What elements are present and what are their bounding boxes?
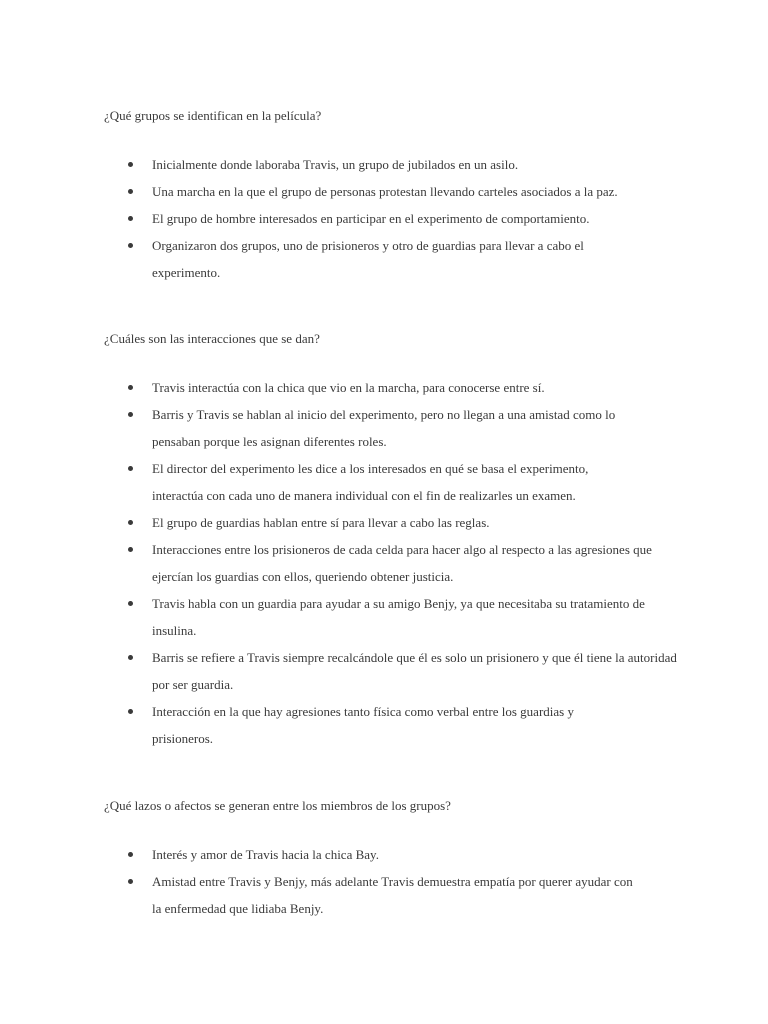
bullet-icon	[128, 601, 133, 606]
list-item-text: Organizaron dos grupos, uno de prisioneros y otro de guardias para llevar a cabo el experimento.	[152, 238, 584, 280]
list-item	[104, 178, 684, 205]
list-item-text: Amistad entre Travis y Benjy, más adelante Travis demuestra empatía por querer ayudar con la enfermedad que lidiaba Benjy.	[152, 874, 633, 916]
bullet-icon	[128, 852, 133, 857]
list-item	[104, 151, 684, 178]
list-item-text: Interacciones entre los prisioneros de cada celda para hacer algo al respecto a las agresiones que ejercían los guardias con ellos, queriendo obtener justicia.	[152, 542, 652, 584]
bullet-icon	[128, 162, 133, 167]
bullet-icon	[128, 520, 133, 525]
list-item	[104, 698, 684, 752]
list-item	[104, 590, 684, 644]
bullet-list	[104, 841, 684, 922]
bullet-icon	[128, 189, 133, 194]
bullet-icon	[128, 709, 133, 714]
bullet-icon	[128, 466, 133, 471]
section-groups	[104, 106, 684, 286]
list-item	[104, 205, 684, 232]
question-heading: ¿Qué lazos o afectos se generan entre los miembros de los grupos?	[104, 798, 451, 813]
bullet-icon	[128, 655, 133, 660]
list-item-text: Interacción en la que hay agresiones tanto física como verbal entre los guardias y prisioneros.	[152, 704, 574, 746]
list-item	[104, 401, 684, 455]
list-item-text: El director del experimento les dice a los interesados en qué se basa el experimento, interactúa con cada uno de manera individual con el fin de realizarles un examen.	[152, 461, 589, 503]
list-item-text: Barris y Travis se hablan al inicio del experimento, pero no llegan a una amistad como lo pensaban porque les asignan diferentes roles.	[152, 407, 616, 449]
list-item-text: El grupo de hombre interesados en participar en el experimento de comportamiento.	[152, 211, 590, 226]
list-item	[104, 868, 684, 922]
list-item	[104, 536, 684, 590]
bullet-icon	[128, 216, 133, 221]
list-item-text: Una marcha en la que el grupo de personas protestan llevando carteles asociados a la paz.	[152, 184, 618, 199]
section-bonds	[104, 796, 684, 922]
bullet-icon	[128, 879, 133, 884]
list-item-text: Interés y amor de Travis hacia la chica Bay.	[152, 847, 379, 862]
bullet-icon	[128, 243, 133, 248]
list-item	[104, 509, 684, 536]
list-item-text: Travis interactúa con la chica que vio en la marcha, para conocerse entre sí.	[152, 380, 545, 395]
list-item	[104, 455, 684, 509]
bullet-icon	[128, 547, 133, 552]
list-item	[104, 232, 684, 286]
section-interactions	[104, 329, 684, 752]
list-item-text: Barris se refiere a Travis siempre recalcándole que él es solo un prisionero y que él tiene la autoridad por ser guardia.	[152, 650, 677, 692]
question-heading: ¿Cuáles son las interacciones que se dan?	[104, 331, 320, 346]
question-heading: ¿Qué grupos se identifican en la película?	[104, 108, 322, 123]
list-item-text: Inicialmente donde laboraba Travis, un grupo de jubilados en un asilo.	[152, 157, 519, 172]
list-item-text: Travis habla con un guardia para ayudar a su amigo Benjy, ya que necesitaba su tratamiento de insulina.	[152, 596, 645, 638]
bullet-icon	[128, 385, 133, 390]
bullet-list	[104, 374, 684, 752]
list-item	[104, 841, 684, 868]
bullet-list	[104, 151, 684, 286]
list-item-text: El grupo de guardias hablan entre sí para llevar a cabo las reglas.	[152, 515, 490, 530]
list-item	[104, 374, 684, 401]
list-item	[104, 644, 684, 698]
bullet-icon	[128, 412, 133, 417]
